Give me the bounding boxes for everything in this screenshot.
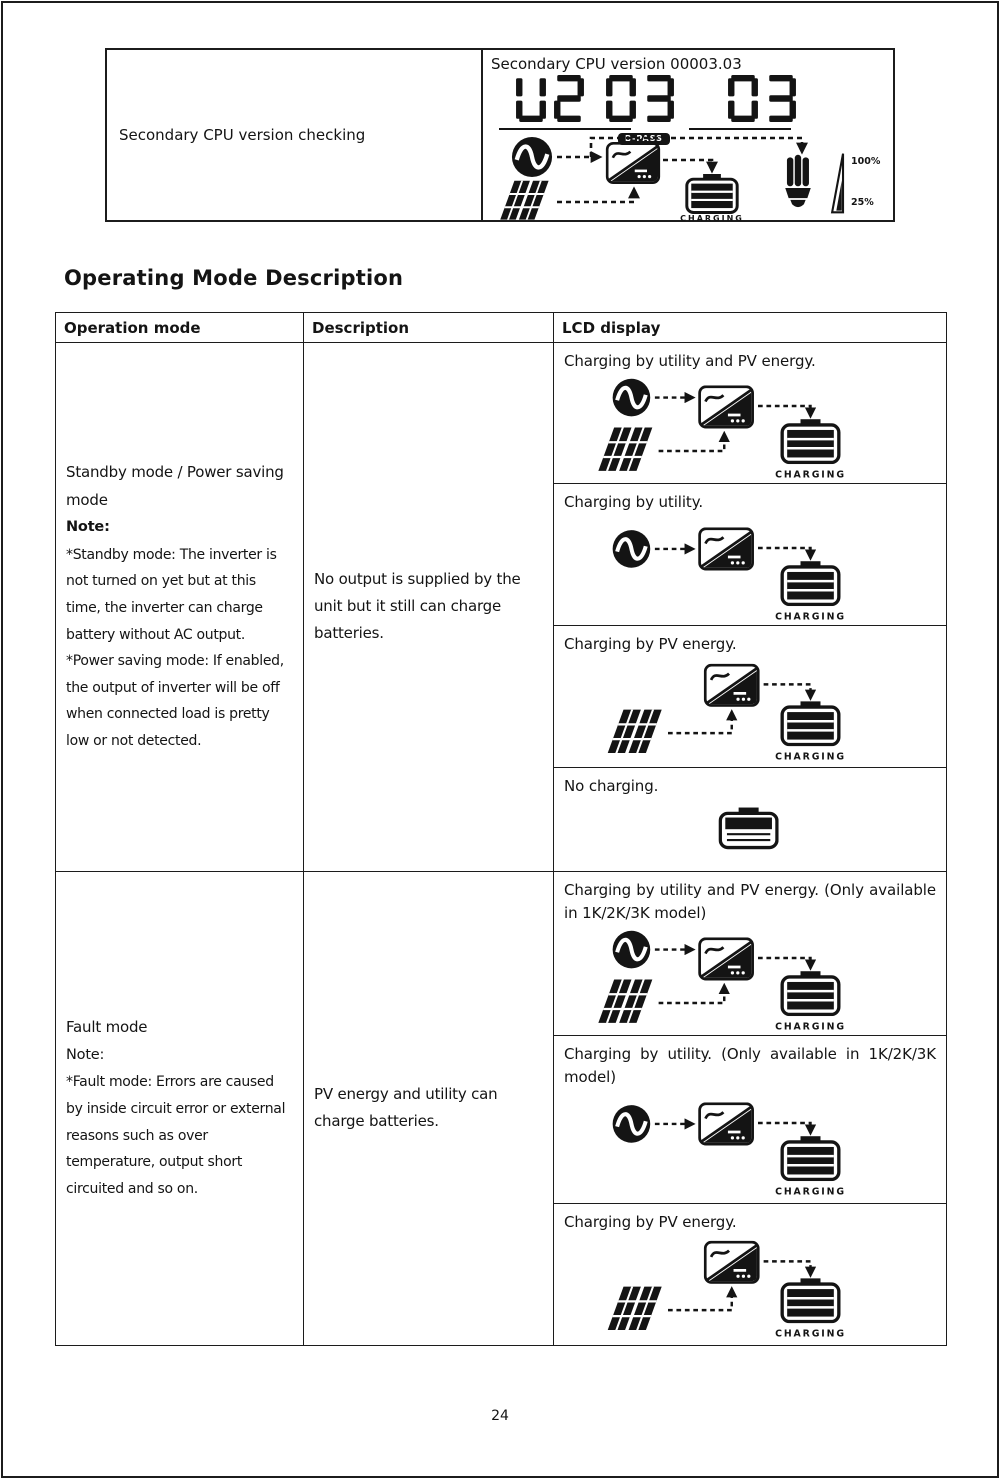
solar-panel-icon bbox=[598, 979, 652, 1022]
battery-icon bbox=[782, 561, 839, 604]
lcd-cell bbox=[554, 484, 947, 626]
inverter-icon bbox=[607, 143, 659, 182]
ac-utility-icon bbox=[613, 1105, 651, 1143]
charging-label: CHARGING bbox=[775, 610, 846, 622]
col-header-description: Description bbox=[304, 313, 554, 343]
seven-segment-group bbox=[606, 75, 682, 122]
page-title: Operating Mode Description bbox=[64, 266, 404, 290]
table-header-row bbox=[56, 313, 947, 343]
lcd-flow-diagram bbox=[578, 928, 878, 1033]
description-text: PV energy and utility can charge batteries. bbox=[314, 1085, 498, 1131]
col-header-operation-mode: Operation mode bbox=[56, 313, 304, 343]
lcd-flow-diagram bbox=[578, 660, 878, 765]
lcd-flow-diagram bbox=[578, 518, 878, 623]
bypass-badge: B-PASS bbox=[618, 133, 670, 145]
ac-utility-icon bbox=[512, 137, 552, 177]
charging-label: CHARGING bbox=[775, 1185, 846, 1197]
lcd-caption: No charging. bbox=[564, 776, 659, 795]
lcd-cell bbox=[554, 767, 947, 871]
cpu-version-label: Secondary CPU version checking bbox=[107, 50, 483, 220]
cpu-version-table bbox=[105, 48, 895, 222]
seven-segment-group bbox=[728, 75, 804, 122]
lcd-flow-diagram bbox=[578, 376, 878, 481]
lcd-cell bbox=[554, 343, 947, 484]
inverter-icon bbox=[705, 665, 758, 705]
lcd-caption: Charging by utility and PV energy. (Only available in 1K/2K/3K model) bbox=[564, 880, 936, 922]
operating-mode-table bbox=[55, 312, 947, 1346]
lcd-cell bbox=[554, 626, 947, 767]
charging-label: CHARGING bbox=[775, 1328, 846, 1340]
charging-label: CHARGING bbox=[775, 469, 846, 481]
inverter-icon bbox=[700, 528, 753, 568]
load-100-label: 100% bbox=[851, 156, 881, 167]
seven-segment-group bbox=[516, 75, 592, 122]
mode-title: Fault mode bbox=[66, 1018, 148, 1037]
lcd-caption: Charging by utility. bbox=[564, 493, 704, 512]
mode-note: *Fault mode: Errors are caused by inside circuit error or external reasons such as over temperature, output short circuited and so on. bbox=[66, 1074, 286, 1197]
lcd-flow-diagram bbox=[578, 801, 878, 867]
battery-icon bbox=[782, 971, 839, 1014]
ac-utility-icon bbox=[613, 931, 651, 969]
lcd-caption: Charging by PV energy. bbox=[564, 1213, 737, 1231]
solar-panel-icon bbox=[608, 1287, 662, 1330]
inverter-icon bbox=[700, 939, 753, 979]
load-bulb-icon bbox=[785, 155, 811, 207]
lcd-flow-diagram bbox=[578, 1237, 878, 1342]
battery-icon bbox=[782, 419, 839, 462]
note-label: Note: bbox=[66, 519, 110, 536]
inverter-icon bbox=[705, 1242, 758, 1282]
battery-icon bbox=[782, 701, 839, 744]
battery-icon bbox=[782, 1136, 839, 1179]
col-header-lcd-display: LCD display bbox=[554, 313, 947, 343]
lcd-cell bbox=[554, 1204, 947, 1346]
solar-panel-icon bbox=[500, 181, 548, 220]
lcd-flow-diagram bbox=[487, 130, 887, 222]
ac-utility-icon bbox=[613, 530, 651, 568]
solar-panel-icon bbox=[598, 428, 652, 471]
load-25-label: 25% bbox=[851, 197, 874, 208]
battery-icon bbox=[687, 174, 737, 213]
charging-label: CHARGING bbox=[775, 750, 846, 762]
standby-description-cell bbox=[304, 343, 554, 872]
lcd-cell bbox=[554, 1036, 947, 1204]
load-level-gauge-icon bbox=[832, 154, 843, 213]
lcd-flow-diagram bbox=[578, 1093, 878, 1198]
mode-note: *Standby mode: The inverter is not turned on yet but at this time, the inverter can charge battery without AC output. bbox=[66, 546, 277, 643]
note-label: Note: bbox=[66, 1046, 105, 1063]
cpu-version-lcd bbox=[483, 50, 893, 220]
inverter-icon bbox=[700, 1103, 753, 1143]
charging-label: CHARGING bbox=[775, 1021, 846, 1033]
lcd-caption: Charging by utility. (Only available in 1K/2K/3K model) bbox=[564, 1045, 936, 1087]
mode-title: Standby mode / Power saving mode bbox=[66, 462, 284, 509]
page-number: 24 bbox=[491, 1408, 509, 1424]
battery-icon bbox=[782, 1279, 839, 1322]
table-row bbox=[56, 343, 947, 484]
lcd-cell bbox=[554, 871, 947, 1036]
mode-note: *Power saving mode: If enabled, the output of inverter will be off when connected load is pretty low or not detected. bbox=[66, 653, 284, 750]
battery-icon bbox=[720, 807, 777, 847]
lcd-caption: Charging by PV energy. bbox=[564, 635, 737, 654]
table-row bbox=[56, 871, 947, 1036]
ac-utility-icon bbox=[613, 379, 651, 417]
fault-description-cell bbox=[304, 871, 554, 1346]
charging-label: CHARGING bbox=[680, 214, 744, 222]
inverter-icon bbox=[700, 387, 753, 427]
lcd-caption: Charging by utility and PV energy. bbox=[564, 352, 816, 370]
lcd-version-digits bbox=[516, 75, 804, 122]
lcd-title: Secondary CPU version 00003.03 bbox=[491, 55, 742, 73]
solar-panel-icon bbox=[608, 709, 662, 752]
description-text: No output is supplied by the unit but it still can charge batteries. bbox=[314, 570, 521, 643]
fault-mode-cell bbox=[56, 871, 304, 1346]
standby-mode-cell bbox=[56, 343, 304, 872]
